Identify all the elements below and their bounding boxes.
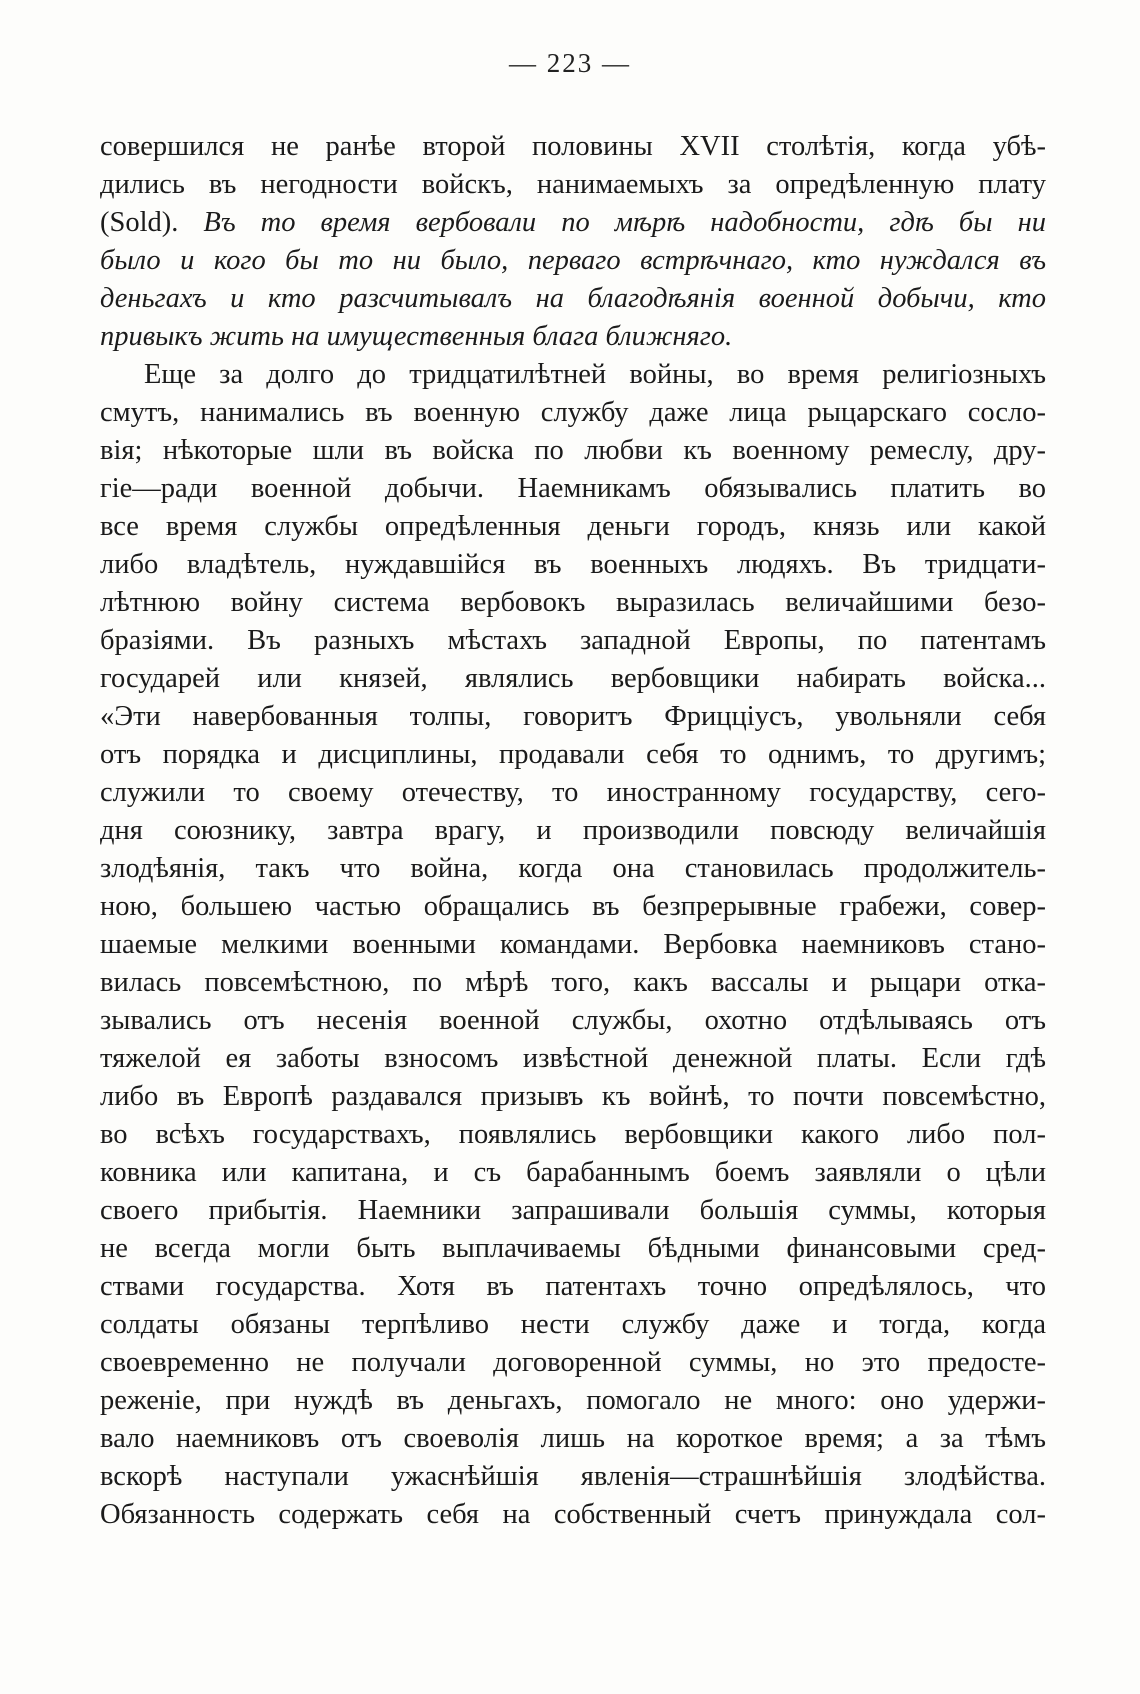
text-line-7: Еще за долго до тридцатилѣтней войны, во время религіозныхъ xyxy=(144,359,1046,390)
text-line-14: бразіями. Въ разныхъ мѣстахъ западной Европы, по патентамъ xyxy=(100,625,1046,656)
text-line-3-head: (Sold). xyxy=(100,207,179,238)
text-line-34: реженіе, при нуждѣ въ деньгахъ, помогало не много: оно удержи- xyxy=(100,1385,1046,1416)
text-line-24: зывались отъ несенія военной службы, охотно отдѣлываясь отъ xyxy=(100,1005,1046,1036)
text-line-13: лѣтнюю войну система вербовокъ выразилась величайшими безо- xyxy=(100,587,1046,618)
text-line-37: Обязанность содержать себя на собственный счетъ принуждала сол- xyxy=(100,1499,1046,1530)
text-line-12: либо владѣтель, нуждавшійся въ военныхъ людяхъ. Въ тридцати- xyxy=(100,549,1046,580)
text-line-9: вія; нѣкоторые шли въ войска по любви къ военному ремеслу, дру- xyxy=(100,435,1046,466)
text-line-1: совершился не ранѣе второй половины XVII столѣтія, когда убѣ- xyxy=(100,131,1046,162)
page-number: — 223 — xyxy=(509,48,631,78)
text-line-32: солдаты обязаны терпѣливо нести службу даже и тогда, когда xyxy=(100,1309,1046,1340)
text-line-8: смутъ, нанимались въ военную службу даже лица рыцарскаго сосло- xyxy=(100,397,1046,428)
text-line-16: «Эти навербованныя толпы, говоритъ Фрицціусъ, увольняли себя xyxy=(100,701,1046,732)
text-line-2: дились въ негодности войскъ, нанимаемыхъ за опредѣленную плату xyxy=(100,169,1046,200)
text-line-4: было и кого бы то ни было, перваго встрѣчнаго, кто нуждался въ xyxy=(100,245,1046,276)
text-line-20: злодѣянія, такъ что война, когда она становилась продолжитель- xyxy=(100,853,1046,884)
text-line-30: не всегда могли быть выплачиваемы бѣдными финансовыми сред- xyxy=(100,1233,1046,1264)
text-line-3-italic: Въ то время вербовали по мѣрѣ надобности, гдѣ бы ни xyxy=(203,207,1046,238)
text-line-35: вало наемниковъ отъ своеволія лишь на короткое время; а за тѣмъ xyxy=(100,1423,1046,1454)
text-line-21: ною, большею частью обращались въ безпрерывные грабежи, совер- xyxy=(100,891,1046,922)
text-line-22: шаемые мелкими военными командами. Вербовка наемниковъ стано- xyxy=(100,929,1046,960)
text-line-26: либо въ Европѣ раздавался призывъ къ войнѣ, то почти повсемѣстно, xyxy=(100,1081,1046,1112)
text-line-10: гіе—ради военной добычи. Наемникамъ обязывались платить во xyxy=(100,473,1046,504)
text-line-27: во всѣхъ государствахъ, появлялись вербовщики какого либо пол- xyxy=(100,1119,1046,1150)
text-line-31: ствами государства. Хотя въ патентахъ точно опредѣлялось, что xyxy=(100,1271,1046,1302)
text-line-28: ковника или капитана, и съ барабаннымъ боемъ заявляли о цѣли xyxy=(100,1157,1046,1188)
text-line-29: своего прибытія. Наемники запрашивали большія суммы, которыя xyxy=(100,1195,1046,1226)
text-line-23: вилась повсемѣстною, по мѣрѣ того, какъ вассалы и рыцари отка- xyxy=(100,967,1046,998)
text-line-5: деньгахъ и кто разсчитывалъ на благодѣянія военной добычи, кто xyxy=(100,283,1046,314)
text-line-17: отъ порядка и дисциплины, продавали себя то однимъ, то другимъ; xyxy=(100,739,1046,770)
body-text xyxy=(100,128,1046,1534)
text-line-6: привыкъ жить на имущественныя блага ближняго. xyxy=(100,321,733,352)
text-line-19: дня союзнику, завтра врагу, и производили повсюду величайшія xyxy=(100,815,1046,846)
text-line-15: государей или князей, являлись вербовщики набирать войска... xyxy=(100,663,1046,694)
text-line-3 xyxy=(100,204,1046,242)
text-line-25: тяжелой ея заботы взносомъ извѣстной денежной платы. Если гдѣ xyxy=(100,1043,1046,1074)
text-line-33: своевременно не получали договоренной суммы, но это предосте- xyxy=(100,1347,1046,1378)
text-line-36: вскорѣ наступали ужаснѣйшія явленія—страшнѣйшія злодѣйства. xyxy=(100,1461,1046,1492)
text-line-11: все время службы опредѣленныя деньги городъ, князь или какой xyxy=(100,511,1046,542)
text-line-18: служили то своему отечеству, то иностранному государству, сего- xyxy=(100,777,1046,808)
